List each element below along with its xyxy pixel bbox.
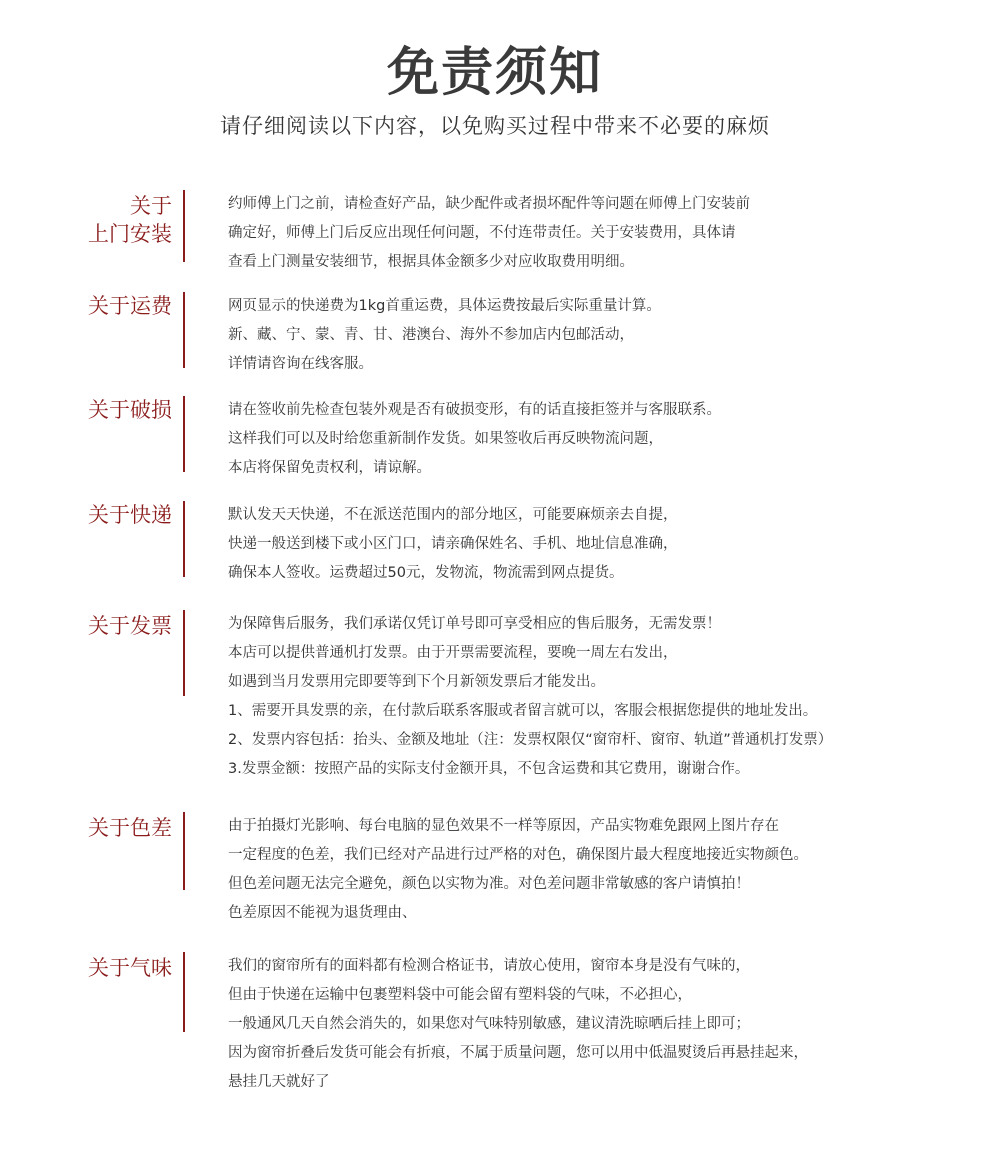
body-line: 本店将保留免责权利，请谅解。 bbox=[228, 460, 431, 476]
section-label-line: 关于破损 bbox=[88, 398, 172, 422]
section-body bbox=[228, 812, 968, 928]
body-line: 确保本人签收。运费超过50元，发物流，物流需到网点提货。 bbox=[228, 565, 624, 581]
body-line: 为保障售后服务，我们承诺仅凭订单号即可享受相应的售后服务，无需发票！ bbox=[228, 616, 721, 632]
page-subtitle: 请仔细阅读以下内容，以免购买过程中带来不必要的麻烦 bbox=[220, 114, 770, 138]
section-label-line: 上门安装 bbox=[88, 222, 172, 246]
body-line: 一定程度的色差，我们已经对产品进行过严格的对色，确保图片最大程度地接近实物颜色。 bbox=[228, 847, 808, 863]
body-line: 但由于快递在运输中包裹塑料袋中可能会留有塑料袋的气味，不必担心， bbox=[228, 987, 692, 1003]
page-title: 免责须知 bbox=[386, 43, 603, 103]
body-line: 详情请咨询在线客服。 bbox=[228, 356, 373, 372]
body-line: 默认发天天快递，不在派送范围内的部分地区，可能要麻烦亲去自提， bbox=[228, 507, 678, 523]
body-line: 如遇到当月发票用完即要等到下个月新领发票后才能发出。 bbox=[228, 674, 605, 690]
body-line: 这样我们可以及时给您重新制作发货。如果签收后再反映物流问题， bbox=[228, 431, 663, 447]
body-line: 约师傅上门之前，请检查好产品，缺少配件或者损坏配件等问题在师傅上门安装前 bbox=[228, 196, 750, 212]
section-label bbox=[22, 192, 172, 248]
section-label bbox=[22, 814, 172, 842]
section-body bbox=[228, 610, 968, 784]
body-line: 网页显示的快递费为1kg首重运费，具体运费按最后实际重量计算。 bbox=[228, 298, 661, 314]
body-line: 新、藏、宁、蒙、青、甘、港澳台、海外不参加店内包邮活动， bbox=[228, 327, 634, 343]
section-body bbox=[228, 292, 968, 379]
body-line: 一般通风几天自然会消失的，如果您对气味特别敏感，建议清洗晾晒后挂上即可； bbox=[228, 1016, 750, 1032]
section-label bbox=[22, 612, 172, 640]
body-line: 色差原因不能视为退货理由、 bbox=[228, 905, 417, 921]
body-line: 由于拍摄灯光影响、每台电脑的显色效果不一样等原因，产品实物难免跟网上图片存在 bbox=[228, 818, 779, 834]
body-line: 2、发票内容包括：抬头、金额及地址（注：发票权限仅“窗帘杆、窗帘、轨道”普通机打发票） bbox=[228, 732, 833, 748]
section-label bbox=[22, 292, 172, 320]
body-line: 我们的窗帘所有的面料都有检测合格证书，请放心使用，窗帘本身是没有气味的， bbox=[228, 958, 750, 974]
body-line: 因为窗帘折叠后发货可能会有折痕，不属于质量问题，您可以用中低温熨烫后再悬挂起来， bbox=[228, 1045, 808, 1061]
section-label bbox=[22, 501, 172, 529]
section-label-line: 关于发票 bbox=[88, 614, 172, 638]
section-body bbox=[228, 501, 968, 588]
section-body bbox=[228, 396, 968, 483]
body-line: 快递一般送到楼下或小区门口，请亲确保姓名、手机、地址信息准确， bbox=[228, 536, 678, 552]
body-line: 3.发票金额：按照产品的实际支付金额开具，不包含运费和其它费用，谢谢合作。 bbox=[228, 761, 750, 777]
section-divider bbox=[183, 190, 185, 262]
section-divider bbox=[183, 501, 185, 577]
section-body bbox=[228, 952, 968, 1097]
section-label-line: 关于快递 bbox=[88, 503, 172, 527]
section-label-line: 关于气味 bbox=[88, 956, 172, 980]
body-line: 但色差问题无法完全避免，颜色以实物为准。对色差问题非常敏感的客户请慎拍！ bbox=[228, 876, 750, 892]
body-line: 请在签收前先检查包装外观是否有破损变形，有的话直接拒签并与客服联系。 bbox=[228, 402, 721, 418]
section-divider bbox=[183, 396, 185, 472]
body-line: 1、需要开具发票的亲，在付款后联系客服或者留言就可以，客服会根据您提供的地址发出。 bbox=[228, 703, 818, 719]
body-line: 悬挂几天就好了 bbox=[228, 1074, 330, 1090]
section-label-line: 关于 bbox=[130, 194, 172, 218]
section-divider bbox=[183, 292, 185, 368]
section-divider bbox=[183, 610, 185, 696]
section-label-line: 关于运费 bbox=[88, 294, 172, 318]
section-label-line: 关于色差 bbox=[88, 816, 172, 840]
body-line: 查看上门测量安装细节，根据具体金额多少对应收取费用明细。 bbox=[228, 254, 634, 270]
section-divider bbox=[183, 952, 185, 1032]
section-divider bbox=[183, 812, 185, 890]
section-label bbox=[22, 954, 172, 982]
section-body bbox=[228, 190, 968, 277]
body-line: 本店可以提供普通机打发票。由于开票需要流程，要晚一周左右发出， bbox=[228, 645, 678, 661]
body-line: 确定好，师傅上门后反应出现任何问题，不付连带责任。关于安装费用，具体请 bbox=[228, 225, 736, 241]
section-label bbox=[22, 396, 172, 424]
